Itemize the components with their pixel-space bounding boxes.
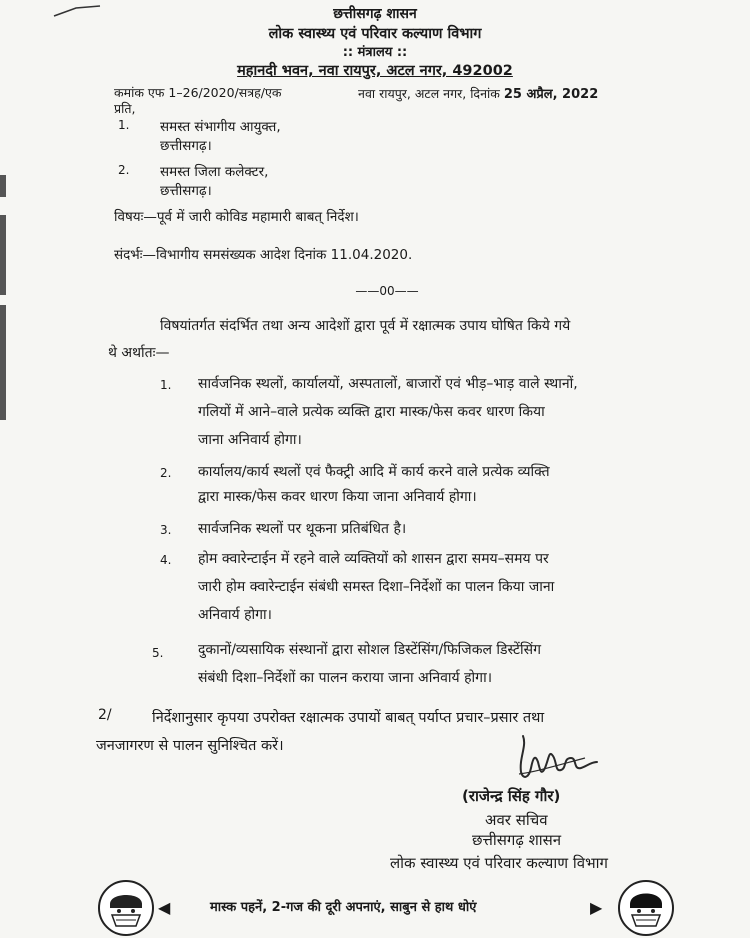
signatory-department: लोक स्वास्थ्य एवं परिवार कल्याण विभाग — [390, 854, 608, 872]
point-number: 3. — [160, 523, 172, 537]
header-ministry: :: मंत्रालय :: — [342, 45, 408, 60]
point-line: संबंधी दिशा–निर्देशों का पालन कराया जाना अनिवार्य होगा। — [198, 670, 493, 686]
reference-line: संदर्भः—विभागीय समसंख्यक आदेश दिनांक 11.04.2020. — [114, 247, 413, 263]
para2-line: जनजागरण से पालन सुनिश्चित करें। — [96, 738, 284, 754]
para2-line: निर्देशानुसार कृपया उपरोक्त रक्षात्मक उपायों बाबत् पर्याप्त प्रचार–प्रसार तथा — [152, 710, 545, 726]
point-line: दुकानों/व्यसायिक संस्थानों द्वारा सोशल डिस्टेंसिंग/फिजिकल डिस्टेंसिंग — [198, 642, 541, 658]
arrow-right-icon: ▶ — [590, 898, 603, 917]
subject-line: विषयः—पूर्व में जारी कोविड महामारी बाबत् निर्देश। — [114, 209, 359, 225]
arrow-left-icon: ◀ — [158, 898, 171, 917]
point-number: 5. — [152, 646, 164, 660]
intro-line: थे अर्थातः— — [108, 345, 170, 361]
point-line: कार्यालय/कार्य स्थलों एवं फैक्ट्री आदि में कार्य करने वाले प्रत्येक व्यक्ति — [198, 464, 550, 480]
signature-scrawl — [505, 728, 605, 788]
scan-edge-mark — [0, 215, 6, 295]
header-address: महानदी भवन, नवा रायपुर, अटल नगर, 492002 — [237, 63, 513, 79]
recipient-line: छत्तीसगढ़। — [160, 138, 212, 154]
scan-edge-mark — [0, 305, 6, 420]
point-line: सार्वजनिक स्थलों पर थूकना प्रतिबंधित है। — [198, 521, 407, 537]
signatory-govt: छत्तीसगढ़ शासन — [472, 831, 562, 849]
point-number: 2. — [160, 466, 172, 480]
point-number: 4. — [160, 553, 172, 567]
mask-person-icon-left — [98, 880, 154, 936]
recipient-line: छत्तीसगढ़। — [160, 183, 212, 199]
recipient-number: 2. — [118, 163, 130, 177]
signatory-designation: अवर सचिव — [485, 811, 548, 829]
mask-person-icon-right — [618, 880, 674, 936]
point-line: अनिवार्य होगा। — [198, 607, 272, 623]
header-department: लोक स्वास्थ्य एवं परिवार कल्याण विभाग — [268, 26, 482, 42]
intro-line: विषयांतर्गत संदर्भित तथा अन्य आदेशों द्वारा पूर्व में रक्षात्मक उपाय घोषित किये गये — [160, 318, 571, 334]
point-number: 1. — [160, 378, 172, 392]
recipient-line: समस्त संभागीय आयुक्त, — [160, 119, 281, 135]
recipient-line: समस्त जिला कलेक्टर, — [160, 164, 269, 180]
order-place-date — [358, 84, 598, 102]
point-line: होम क्वारेन्टाईन में रहने वाले व्यक्तियों को शासन द्वारा समय–समय पर — [198, 551, 549, 567]
to-label: प्रति, — [114, 101, 136, 116]
point-line: सार्वजनिक स्थलों, कार्यालयों, अस्पतालों, बाजारों एवं भीड़–भाड़ वाले स्थानों, — [198, 376, 578, 392]
recipient-number: 1. — [118, 118, 130, 132]
separator: ——00—— — [355, 284, 419, 298]
order-date: 25 अप्रैल, 2022 — [503, 87, 599, 102]
point-line: जारी होम क्वारेन्टाईन संबंधी समस्त दिशा–निर्देशों का पालन किया जाना — [198, 579, 555, 595]
point-line: द्वारा मास्क/फेस कवर धारण किया जाना अनिवार्य होगा। — [198, 489, 477, 505]
signatory-name: (राजेन्द्र सिंह गौर) — [462, 787, 561, 805]
order-place: नवा रायपुर, अटल नगर, दिनांक — [358, 86, 500, 101]
header-govt: छत्तीसगढ़ शासन — [333, 6, 417, 22]
point-line: गलियों में आने–वाले प्रत्येक व्यक्ति द्वारा मास्क/फेस कवर धारण किया — [198, 404, 545, 420]
footer-slogan: मास्क पहनें, 2-गज की दूरी अपनाएं, साबुन से हाथ धोएं — [210, 900, 477, 915]
para2-number: 2/ — [98, 707, 112, 723]
order-number: कमांक एफ 1–26/2020/सत्रह/एक — [114, 85, 282, 100]
point-line: जाना अनिवार्य होगा। — [198, 432, 302, 448]
scan-edge-mark — [0, 175, 6, 197]
